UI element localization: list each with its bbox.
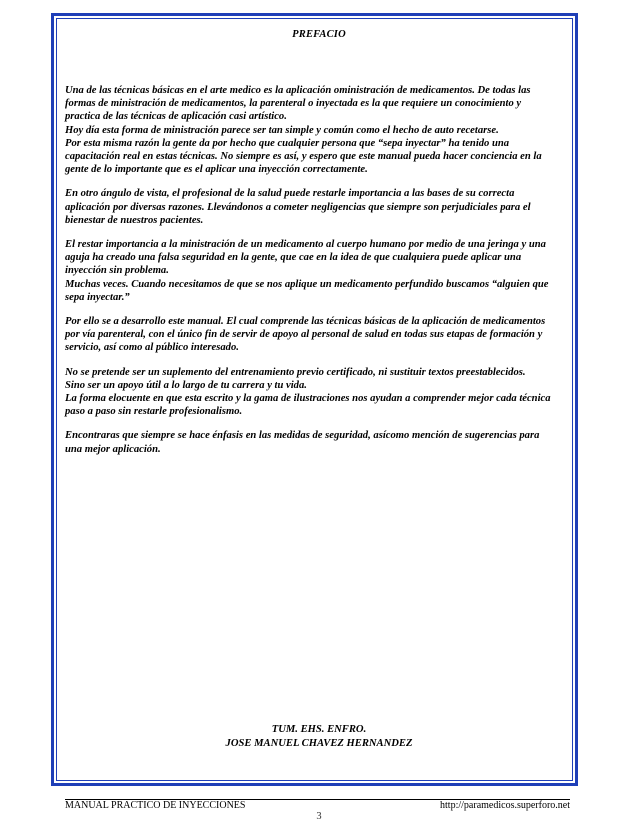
text-line: En otro ángulo de vista, el profesional de la salud puede restarle importancia a las bases de su correcta — [65, 188, 515, 200]
text-line: Hoy día esta forma de ministración parece ser tan simple y común como el hecho de auto recetarse. — [65, 124, 499, 136]
text-line: No se pretende ser un suplemento del entrenamiento previo certificado, ni sustituir textos preestablecidos. — [65, 366, 526, 378]
text-line: La forma elocuente en que esta escrito y la gama de ilustraciones nos ayudan a comprender mejor cada técnica — [65, 393, 551, 405]
page-number: 3 — [316, 811, 322, 822]
text-line: Sino ser un apoyo útil a lo largo de tu carrera y tu vida. — [65, 379, 307, 391]
footer-manual-title: MANUAL PRACTICO DE INYECCIONES — [65, 800, 246, 811]
paragraph — [65, 366, 570, 419]
footer-url: http://paramedicos.superforo.net — [440, 800, 570, 811]
text-line: gente de lo importante que es el aplicar una inyección correctamente. — [65, 164, 368, 176]
text-line: aguja ha creado una falsa seguridad en la gente, que cae en la idea de que cualquiera puede aplicar una — [65, 252, 522, 264]
text-line: aplicación por diversas razones. Llevándonos a cometer negligencias que siempre son perjudiciales para el — [65, 201, 531, 213]
text-line: bienestar de nuestros pacientes. — [65, 214, 204, 226]
text-line: Por esta misma razón la gente da por hecho que cualquier persona que “sepa inyectar” ha tenido una — [65, 137, 510, 149]
text-line: Encontraras que siempre se hace énfasis en las medidas de seguridad, asícomo mención de sugerencias para — [65, 430, 540, 442]
paragraph — [65, 84, 570, 176]
text-line: por vía parenteral, con el único fin de servir de apoyo al personal de salud en todas sus etapas de formación y — [65, 329, 543, 341]
paragraph — [65, 429, 570, 455]
page-title: PREFACIO — [292, 29, 346, 40]
text-line: inyección sin problema. — [65, 265, 169, 277]
text-line: Una de las técnicas básicas en el arte medico es la aplicación oministración de medicamentos. De todas las — [65, 85, 531, 96]
text-line: formas de ministración de medicamentos, la parenteral o inyectada es la que requiere un conocimiento y — [65, 98, 522, 110]
text-line: Muchas veces. Cuando necesitamos de que se nos aplique un medicamento perfundido buscamos “alguien que — [65, 278, 549, 290]
paragraph — [65, 238, 570, 304]
author-signature — [0, 723, 638, 750]
author-title: TUM. EHS. ENFRO. — [271, 724, 367, 735]
text-line: capacitación real en estas técnicas. No siempre es así, y espero que este manual pueda hacer conciencia en la — [65, 151, 542, 163]
paragraph — [65, 315, 570, 355]
text-line: El restar importancia a la ministración de un medicamento al cuerpo humano por medio de una jeringa y una — [65, 239, 546, 251]
text-line: servicio, así como al público interesado. — [65, 342, 239, 354]
preface-body — [65, 84, 570, 467]
text-line: paso a paso sin restarle profesionalismo. — [65, 406, 243, 418]
paragraph — [65, 187, 570, 227]
text-line: sepa inyectar.” — [65, 291, 130, 303]
author-name: JOSE MANUEL CHAVEZ HERNANDEZ — [225, 737, 413, 749]
text-line: una mejor aplicación. — [65, 443, 161, 455]
text-line: practica de las técnicas de aplicación casi artístico. — [65, 111, 287, 123]
text-line: Por ello se a desarrollo este manual. El cual comprende las técnicas básicas de la aplicación de medicamentos — [65, 316, 546, 328]
